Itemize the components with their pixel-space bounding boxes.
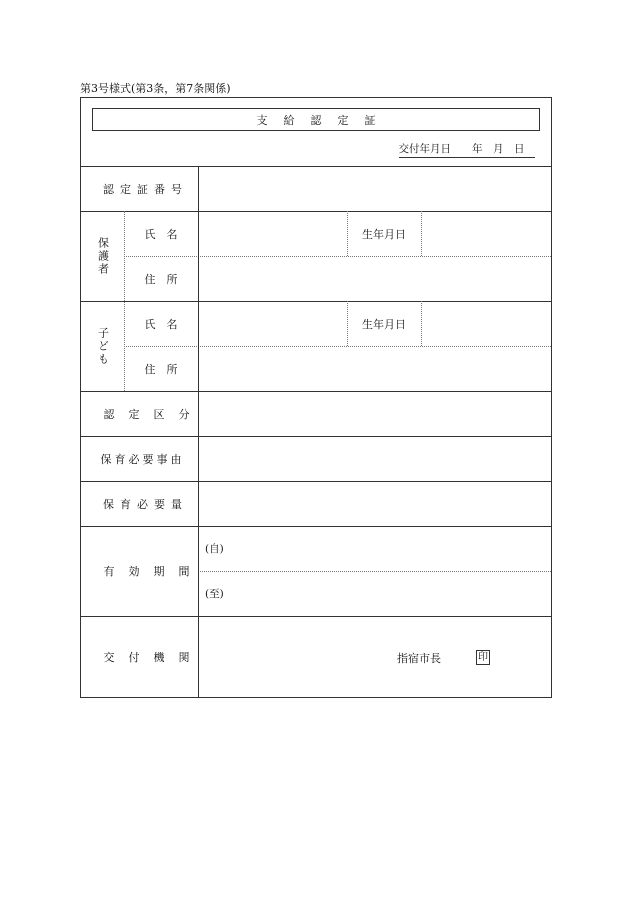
official-seal: 印 (478, 652, 488, 663)
childcare-reason-label: 保育必要事由 (100, 452, 185, 466)
column-divider (421, 211, 422, 256)
childcare-amount-label: 保育必要量 (103, 497, 188, 511)
certificate-frame (80, 97, 552, 698)
certificate-title: 支給認定証 (92, 108, 540, 131)
row-divider (198, 571, 551, 572)
issue-date-line: 交付年月日 年 月 日 (399, 141, 536, 158)
issuing-body-label: 交付機関 (103, 650, 204, 664)
valid-from-label: (自) (205, 543, 224, 555)
child-address-label: 住 所 (144, 362, 178, 376)
child-group-label: 子ども (96, 326, 110, 366)
column-divider (421, 301, 422, 346)
valid-period-label: 有効期間 (103, 565, 204, 578)
cert-number-label: 認定証番号 (103, 182, 188, 196)
guardian-address-label: 住 所 (144, 272, 178, 286)
child-name-label: 氏 名 (144, 317, 178, 331)
guardian-group-label: 保護者 (96, 236, 110, 276)
valid-to-label: (至) (205, 588, 224, 600)
issuer-name: 指宿市長 (397, 652, 441, 665)
cert-category-label: 認定区分 (103, 407, 204, 421)
form-number-label: 第3号様式(第3条，第7条関係) (80, 82, 231, 95)
guardian-birthdate-label: 生年月日 (362, 227, 406, 241)
guardian-name-label: 氏 名 (144, 227, 178, 241)
child-birthdate-label: 生年月日 (362, 317, 406, 331)
